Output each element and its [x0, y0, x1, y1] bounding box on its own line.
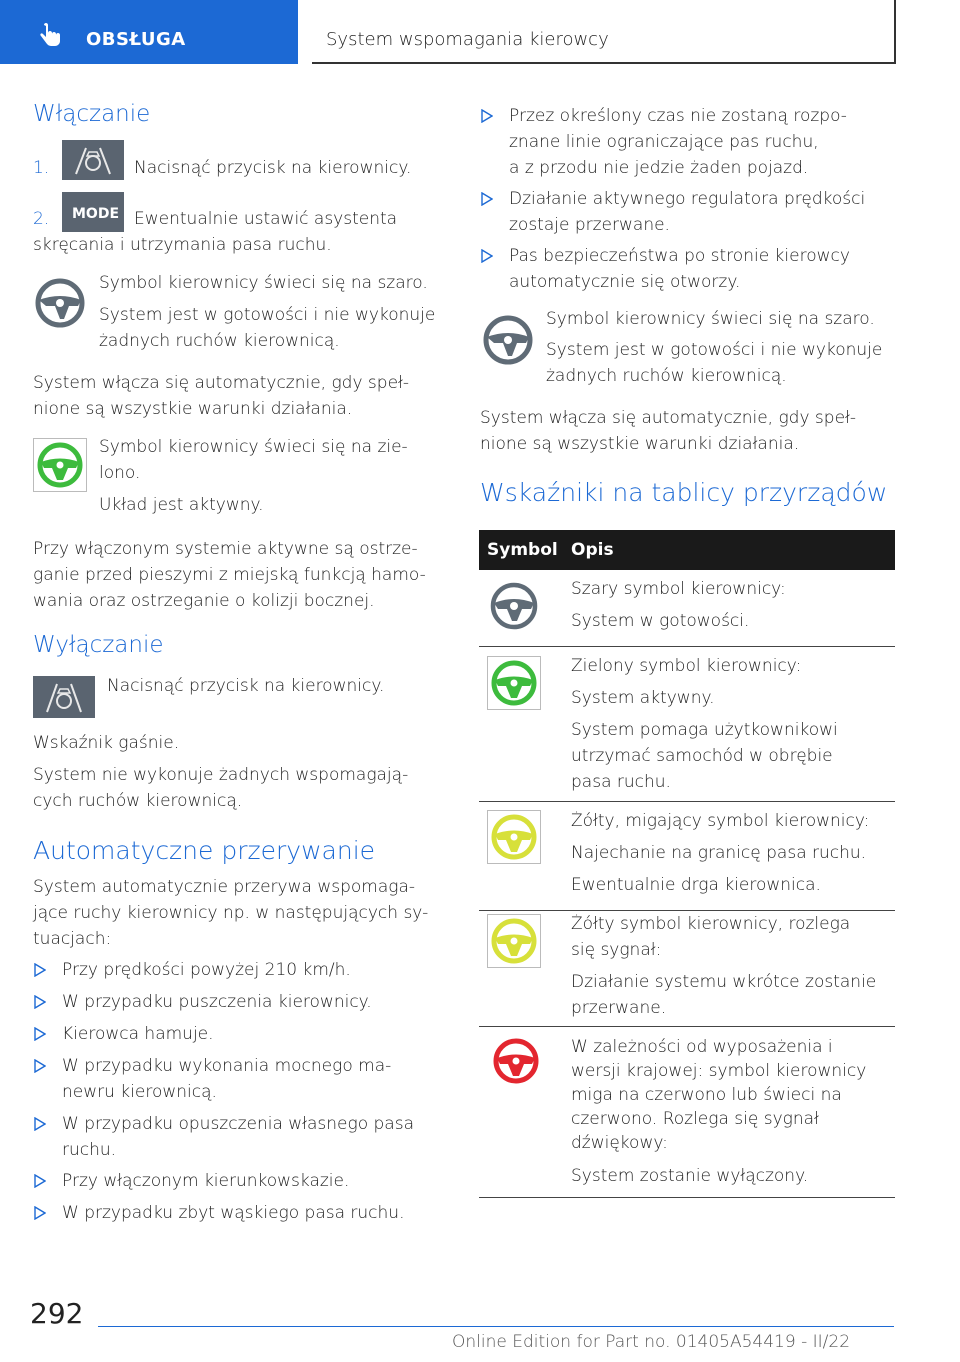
bullet-item-cont: newru kierownicą.	[62, 1082, 217, 1102]
auto-on-text: System włącza się automatycznie, gdy speł‐	[480, 408, 857, 428]
table-cell-text: czerwono. Rozlega się sygnał	[571, 1109, 819, 1129]
warnings-text-cont2: wania oraz ostrzeganie o kolizji bocznej.	[33, 591, 375, 611]
heading-indicators: Wskaźniki na tablicy przyrządów	[480, 478, 888, 507]
page-number: 292	[30, 1297, 84, 1330]
bullet-item-cont: zostaje przerwane.	[509, 215, 670, 235]
red-steering-wheel-icon	[491, 1036, 541, 1086]
steering-assist-button-icon	[33, 676, 95, 718]
table-cell-text: System zostanie wyłączony.	[571, 1166, 809, 1186]
table-cell-text: Zielony symbol kierownicy:	[571, 656, 802, 676]
auto-interrupt-text-cont2: tuacjach:	[33, 929, 112, 949]
step2-text-cont: skręcania i utrzymania pasa ruchu.	[33, 235, 332, 255]
table-cell-text: miga na czerwono lub świeci na	[571, 1085, 842, 1105]
table-cell-text: Żółty, migający symbol kierownicy:	[571, 811, 870, 831]
mode-button-icon	[62, 192, 124, 232]
warnings-text: Przy włączonym systemie aktywne są ostrze‐	[33, 539, 418, 559]
bullet-item: W przypadku puszczenia kierownicy.	[62, 992, 372, 1012]
active-text: Układ jest aktywny.	[99, 495, 264, 515]
bullet-triangle-icon	[34, 1117, 46, 1131]
bullet-triangle-icon	[34, 963, 46, 977]
bullet-triangle-icon	[34, 1059, 46, 1073]
column-header-symbol: Symbol	[487, 540, 558, 560]
edition-text: Online Edition for Part no. 01405A54419 - II/22	[452, 1332, 851, 1352]
bullet-item: Przez określony czas nie zostaną rozpo‐	[509, 106, 847, 126]
bullet-triangle-icon	[34, 1027, 46, 1041]
table-row-divider	[479, 1026, 895, 1027]
footer-divider	[98, 1326, 894, 1327]
step1-text: Nacisnąć przycisk na kierownicy.	[134, 158, 412, 178]
table-cell-text: pasa ruchu.	[571, 772, 671, 792]
bullet-triangle-icon	[481, 192, 493, 206]
bullet-item-cont: automatycznie się otworzy.	[509, 272, 741, 292]
hand-pointer-icon	[36, 22, 64, 50]
green-steering-wheel-icon	[33, 438, 87, 492]
column-header-description: Opis	[571, 540, 614, 560]
grey-steering-wheel-icon	[33, 276, 87, 330]
auto-on-text: System włącza się automatycznie, gdy speł‐	[33, 373, 410, 393]
heading-switch-on: Włączanie	[33, 101, 151, 127]
grey-steering-wheel-icon	[487, 579, 541, 633]
warnings-text-cont: ganie przed pieszymi z miejską funkcją hamo‐	[33, 565, 426, 585]
table-cell-text: się sygnał:	[571, 940, 662, 960]
table-header	[479, 530, 895, 570]
bullet-item: Przy prędkości powyżej 210 km/h.	[62, 960, 351, 980]
grey-ready-text-cont: żadnych ruchów kierownicą.	[546, 366, 787, 386]
off-system-text-cont: cych ruchów kierownicą.	[33, 791, 243, 811]
grey-symbol-text: Symbol kierownicy świeci się na szaro.	[546, 309, 875, 329]
step-number: 1.	[33, 158, 50, 178]
table-cell-text: Szary symbol kierownicy:	[571, 579, 786, 599]
bullet-item: Przy włączonym kierunkowskazie.	[62, 1171, 350, 1191]
bullet-triangle-icon	[34, 1206, 46, 1220]
table-cell-text: System pomaga użytkownikowi	[571, 720, 838, 740]
bullet-item-cont2: a z przodu nie jedzie żaden pojazd.	[509, 158, 809, 178]
green-symbol-text-cont: lono.	[99, 463, 141, 483]
off-indicator-text: Wskaźnik gaśnie.	[33, 733, 180, 753]
auto-interrupt-text: System automatycznie przerywa wspomaga‐	[33, 877, 416, 897]
green-steering-wheel-icon	[487, 656, 541, 710]
auto-interrupt-text-cont: jące ruchy kierownicy np. w następujących sy‐	[33, 903, 429, 923]
table-cell-text: Żółty symbol kierownicy, rozlega	[571, 914, 851, 934]
grey-ready-text-cont: żadnych ruchów kierownicą.	[99, 331, 340, 351]
grey-ready-text: System jest w gotowości i nie wykonuje	[546, 340, 883, 360]
steering-assist-button-icon	[62, 140, 124, 180]
off-text: Nacisnąć przycisk na kierownicy.	[107, 676, 385, 696]
table-cell-text: dźwiękowy:	[571, 1133, 668, 1153]
table-cell-text: Ewentualnie drga kierownica.	[571, 875, 821, 895]
table-cell-text: utrzymać samochód w obrębie	[571, 746, 833, 766]
bullet-item: Kierowca hamuje.	[62, 1024, 214, 1044]
table-row-divider	[479, 801, 895, 802]
chapter-title: System wspomagania kierowcy	[326, 29, 609, 50]
table-cell-text: Najechanie na granicę pasa ruchu.	[571, 843, 867, 863]
green-symbol-text: Symbol kierownicy świeci się na zie‐	[99, 437, 408, 457]
bullet-triangle-icon	[34, 995, 46, 1009]
grey-steering-wheel-icon	[481, 313, 535, 367]
heading-auto-interrupt: Automatyczne przerywanie	[33, 836, 376, 865]
bullet-item: Działanie aktywnego regulatora prędkości	[509, 189, 866, 209]
bullet-item-cont: znane linie ograniczające pas ruchu,	[509, 132, 819, 152]
step2-text: Ewentualnie ustawić asystenta	[134, 209, 398, 229]
auto-on-text-cont: nione są wszystkie warunki działania.	[480, 434, 800, 454]
table-cell-text: wersji krajowej: symbol kierownicy	[571, 1061, 867, 1081]
bullet-item: W przypadku opuszczenia własnego pasa	[62, 1114, 415, 1134]
bullet-item: W przypadku wykonania mocnego ma‐	[62, 1056, 392, 1076]
auto-on-text-cont: nione są wszystkie warunki działania.	[33, 399, 353, 419]
step-number: 2.	[33, 209, 50, 229]
table-cell-text: przerwane.	[571, 998, 667, 1018]
chapter-header	[312, 0, 896, 64]
table-row-divider	[479, 1197, 895, 1198]
bullet-triangle-icon	[481, 109, 493, 123]
table-cell-text: System aktywny.	[571, 688, 715, 708]
yellow-steering-wheel-icon	[487, 914, 541, 968]
grey-ready-text: System jest w gotowości i nie wykonuje	[99, 305, 436, 325]
grey-symbol-text: Symbol kierownicy świeci się na szaro.	[99, 273, 428, 293]
table-cell-text: Działanie systemu wkrótce zostanie	[571, 972, 877, 992]
table-cell-text: W zależności od wyposażenia i	[571, 1037, 833, 1057]
table-cell-text: System w gotowości.	[571, 611, 750, 631]
bullet-triangle-icon	[481, 249, 493, 263]
mode-button-label: MODE	[72, 206, 120, 222]
off-system-text: System nie wykonuje żadnych wspomagają‐	[33, 765, 409, 785]
bullet-item: Pas bezpieczeństwa po stronie kierowcy	[509, 246, 850, 266]
section-tab-label: OBSŁUGA	[86, 29, 186, 50]
section-tab[interactable]	[0, 0, 298, 64]
heading-switch-off: Wyłączanie	[33, 632, 164, 658]
bullet-triangle-icon	[34, 1174, 46, 1188]
bullet-item: W przypadku zbyt wąskiego pasa ruchu.	[62, 1203, 405, 1223]
table-row-divider	[479, 646, 895, 647]
yellow-blinking-steering-wheel-icon	[487, 810, 541, 864]
bullet-item-cont: ruchu.	[62, 1140, 117, 1160]
